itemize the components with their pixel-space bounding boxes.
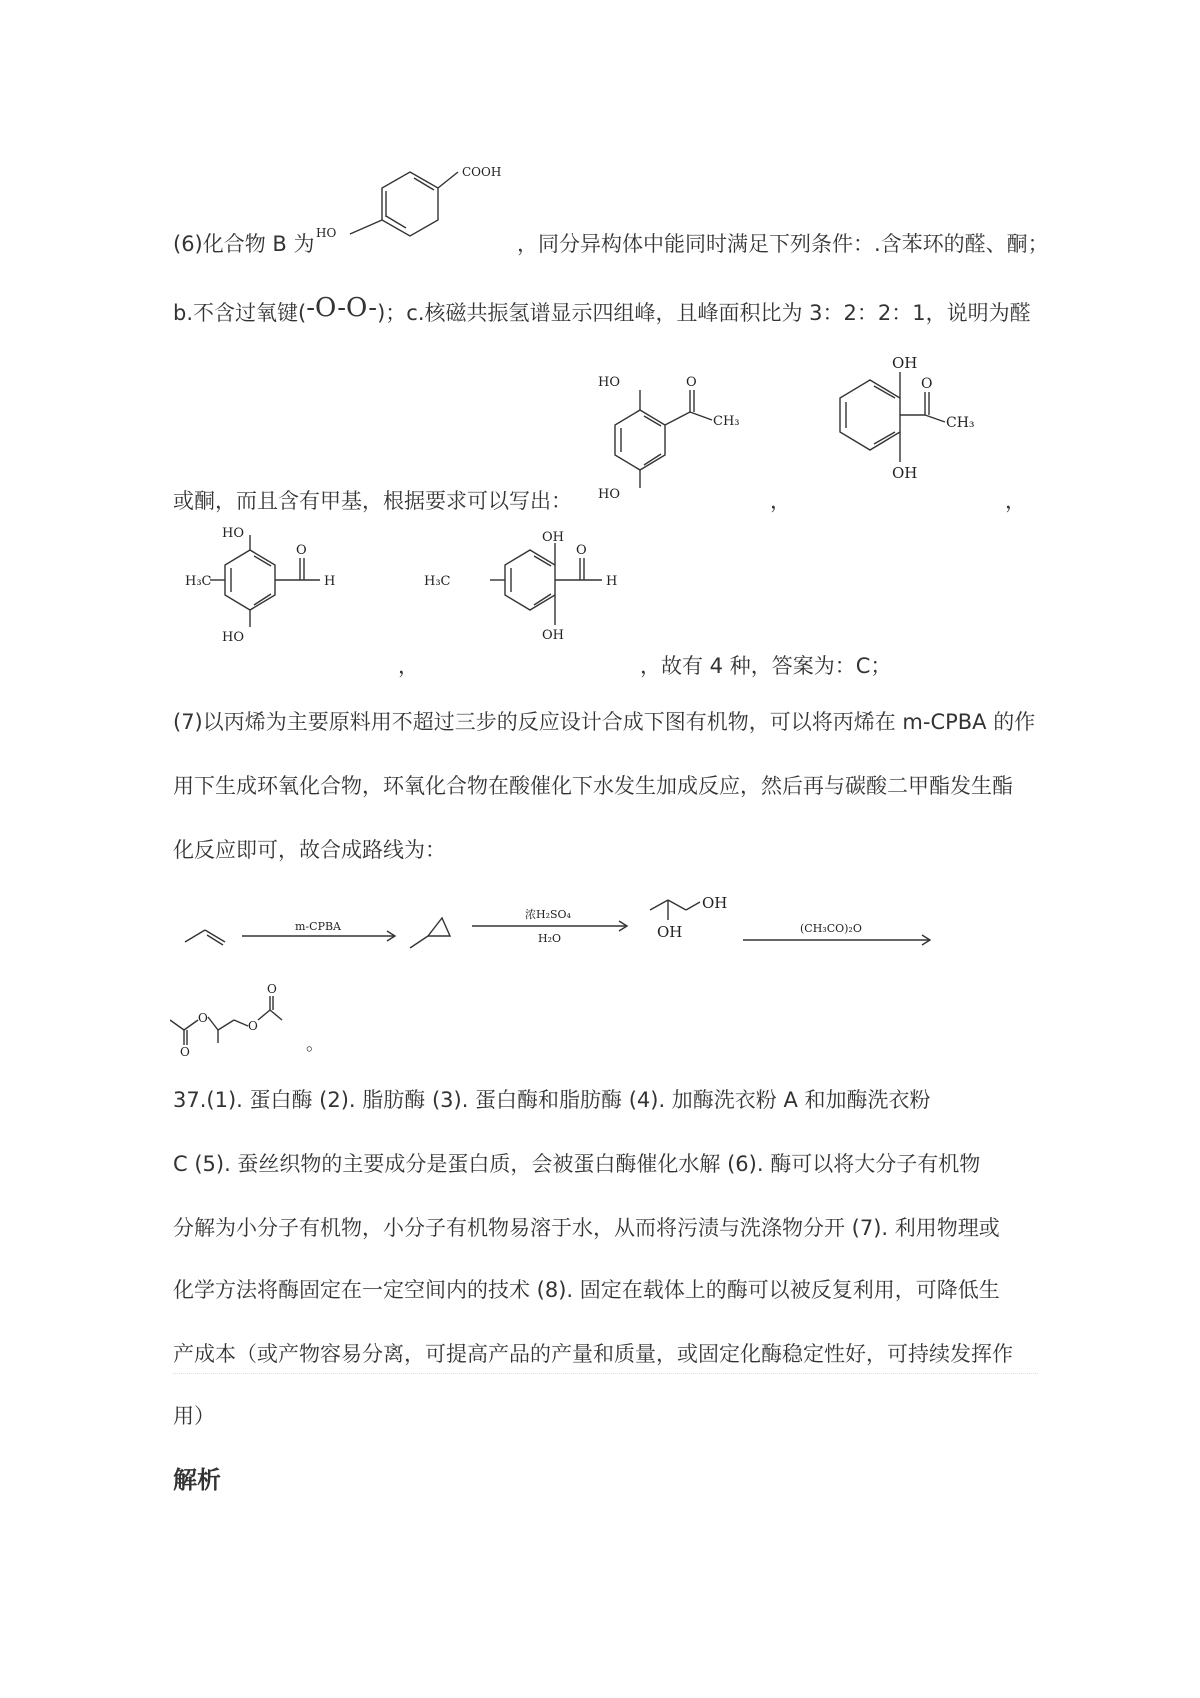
q6-prefix: (6)化合物 B 为 — [173, 232, 315, 256]
q6-conclusion: ，故有 4 种，答案为：C； — [640, 654, 892, 678]
q37-line-1: 37.(1). 蛋白酶 (2). 脂肪酶 (3). 蛋白酶和脂肪酶 (4). 加酶洗衣粉 A 和加酶洗衣粉 — [173, 1088, 931, 1112]
comma-2: ， — [1005, 489, 1026, 513]
svg-text:HO: HO — [222, 526, 244, 541]
comma-3: ， — [398, 654, 419, 678]
svg-text:O: O — [686, 375, 697, 390]
q37-line-6: 用） — [173, 1404, 215, 1428]
svg-text:H: H — [606, 574, 618, 589]
q7-line-3: 化反应即可，故合成路线为： — [173, 838, 446, 862]
svg-text:O: O — [198, 1011, 208, 1025]
reagent-h2o: H₂O — [538, 932, 562, 945]
synthesis-route — [170, 880, 940, 1060]
q6-line-1 — [173, 228, 315, 258]
svg-text:O: O — [576, 543, 587, 558]
q7-line-1: (7)以丙烯为主要原料用不超过三步的反应设计合成下图有机物，可以将丙烯在 m-CPBA 的作 — [173, 710, 1036, 734]
peroxide-bond-glyph: -O-O- — [306, 293, 378, 323]
svg-text:H: H — [324, 574, 336, 589]
q37-line-4: 化学方法将酶固定在一定空间内的技术 (8). 固定在载体上的酶可以被反复利用，可降低生 — [173, 1278, 1000, 1302]
svg-text:O: O — [296, 543, 307, 558]
q6-b-suffix: )；c.核磁共振氢谱显示四组峰，且峰面积比为 3：2：2：1，说明为醛 — [377, 301, 1031, 325]
svg-text:H₃C: H₃C — [185, 574, 212, 589]
svg-text:OH: OH — [892, 354, 918, 372]
hydroxy-label: HO — [316, 226, 337, 240]
svg-text:OH: OH — [657, 923, 683, 941]
reagent-h2so4: 浓H₂SO₄ — [525, 908, 571, 921]
dotted-divider — [173, 1373, 1038, 1374]
svg-text:HO: HO — [598, 487, 620, 502]
q6-line-2 — [173, 293, 1031, 327]
svg-text:O: O — [180, 1045, 190, 1059]
q37-line-3: 分解为小分子有机物，小分子有机物易溶于水，从而将污渍与洗涤物分开 (7). 利用物理或 — [173, 1216, 1000, 1240]
q6-b-prefix: b.不含过氧键( — [173, 301, 307, 325]
cooh-label: COOH — [462, 165, 502, 179]
isomer-1-structure — [590, 370, 770, 510]
svg-text:HO: HO — [222, 630, 244, 645]
svg-text:O: O — [921, 376, 933, 392]
isomer-3-structure — [180, 525, 390, 665]
svg-text:OH: OH — [542, 628, 564, 643]
comma-1: ， — [770, 489, 791, 513]
q37-line-2: C (5). 蚕丝织物的主要成分是蛋白质，会被蛋白酶催化水解 (6). 酶可以将大分子有机物 — [173, 1152, 981, 1176]
q6-line-3: 或酮，而且含有甲基，根据要求可以写出： — [173, 489, 572, 513]
svg-text:O: O — [267, 982, 277, 996]
isomer-2-structure — [800, 350, 1000, 505]
svg-text:H₃C: H₃C — [424, 574, 451, 589]
q7-line-2: 用下生成环氧化合物，环氧化合物在酸催化下水发生加成反应，然后再与碳酸二甲酯发生酯 — [173, 774, 1013, 798]
reagent-mcpba: m-CPBA — [295, 920, 341, 933]
isomer-4-structure — [420, 525, 640, 670]
svg-text:CH₃: CH₃ — [713, 414, 740, 429]
section-heading-analysis: 解析 — [173, 1466, 221, 1494]
reagent-acetic-anhydride: (CH₃CO)₂O — [800, 922, 862, 935]
q6-line-1-suffix: ，同分异构体中能同时满足下列条件：.含苯环的醛、酮； — [517, 232, 1049, 256]
compound-b-structure — [310, 160, 510, 245]
svg-text:OH: OH — [892, 464, 918, 482]
svg-text:OH: OH — [542, 530, 564, 545]
svg-text:OH: OH — [702, 894, 728, 912]
route-end-mark: 。 — [306, 1034, 324, 1055]
q37-line-5: 产成本（或产物容易分离，可提高产品的产量和质量，或固定化酶稳定性好，可持续发挥作 — [173, 1342, 1013, 1366]
svg-text:CH₃: CH₃ — [946, 415, 975, 431]
svg-text:O: O — [248, 1019, 258, 1033]
svg-text:HO: HO — [598, 375, 620, 390]
